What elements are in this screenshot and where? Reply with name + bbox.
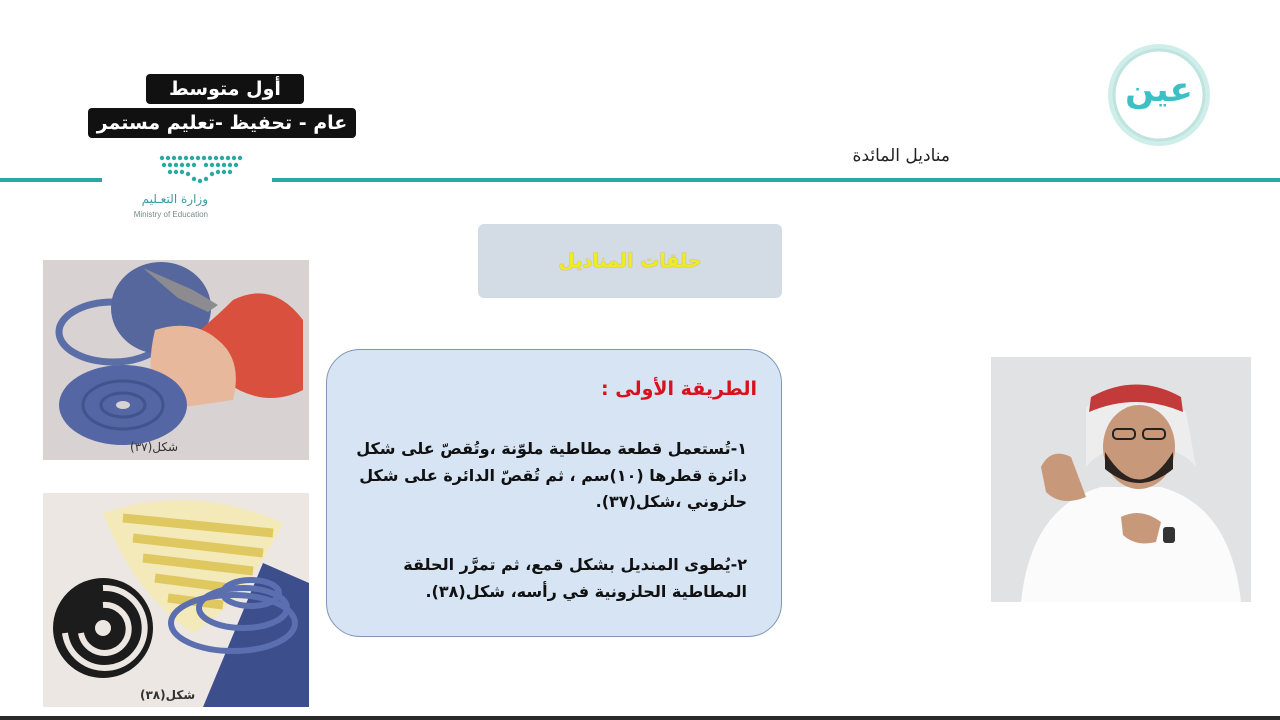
grade-label: أول متوسط — [146, 74, 304, 104]
figure-37-caption: شكل(٣٧) — [130, 440, 179, 454]
ministry-name-en: Ministry of Education — [133, 210, 208, 219]
lesson-title-box — [478, 224, 782, 298]
ministry-name-ar: وزارة التعـليم — [141, 192, 208, 206]
channel-logo-text: عين — [1125, 70, 1193, 110]
method-heading: الطريقة الأولى : — [601, 378, 757, 400]
figure-38-photo — [43, 493, 309, 707]
figure-38-caption: شكل(٣٨) — [140, 688, 196, 702]
header-divider-right — [272, 178, 1280, 182]
bottom-divider — [0, 716, 1280, 720]
figure-37-photo — [43, 260, 309, 460]
lesson-content-box — [326, 349, 782, 637]
sign-language-video — [991, 357, 1251, 602]
subject-title: مناديل المائدة — [852, 146, 950, 166]
step-1-text: ١-تُستعمل قطعة مطاطية ملوّنة ،وتُقصّ على شكل دائرة قطرها (١٠)سم ، ثم تُقصّ الدائرة على شكل حلزوني ،شكل(٣٧). — [356, 439, 747, 511]
step-2-text: ٢-يُطوى المنديل بشكل قمع، ثم تمرَّر الحلقة المطاطية الحلزونية في رأسه، شكل(٣٨). — [403, 555, 747, 601]
lesson-title: حلقات المناديل — [558, 250, 702, 272]
channel-logo — [1106, 42, 1212, 148]
header-divider-left — [0, 178, 102, 182]
track-label: عام - تحفيظ -تعليم مستمر — [88, 108, 356, 138]
